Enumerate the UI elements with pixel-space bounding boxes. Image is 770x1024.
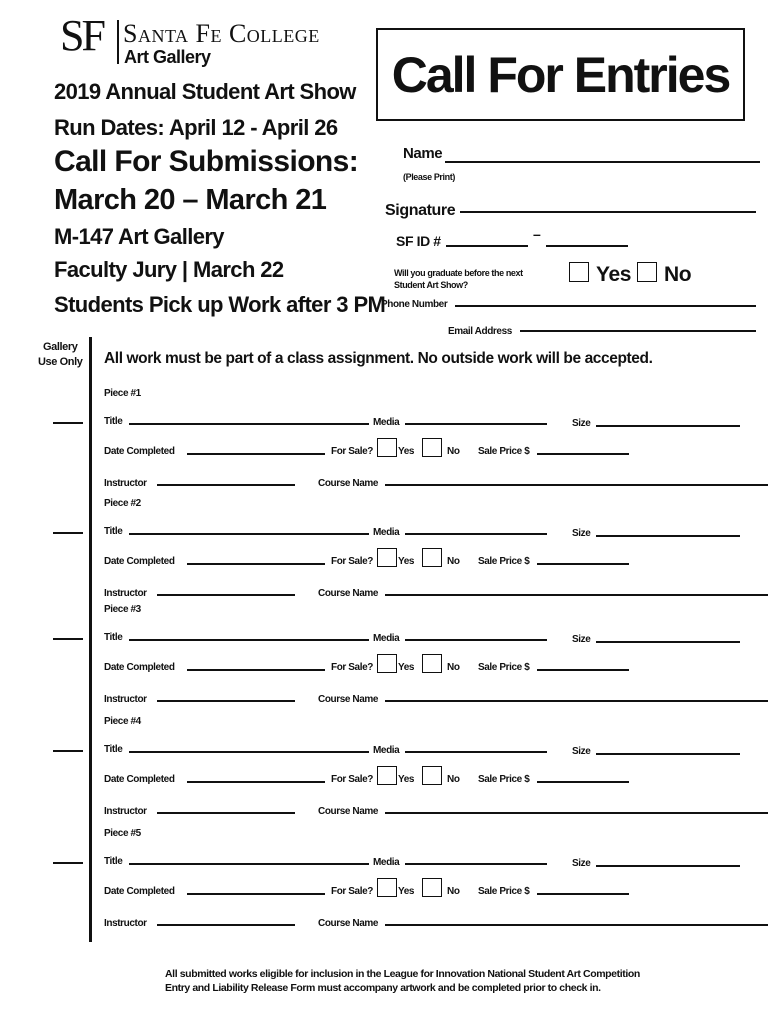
course-name-label: Course Name [318,588,379,599]
gallery-use-line[interactable] [53,862,83,864]
media-field[interactable] [405,423,547,425]
for-sale-yes-checkbox[interactable] [377,438,397,457]
sfid-label: SF ID # [396,233,441,249]
sale-price-label: Sale Price $ [478,886,530,897]
graduate-question: Will you graduate before the next Student Art Show? [394,268,523,290]
media-field[interactable] [405,639,547,641]
piece-label: Piece #4 [104,716,141,727]
size-label: Size [572,858,591,869]
gallery-use-label: Gallery Use Only [38,341,83,368]
course-name-label: Course Name [318,694,379,705]
instructor-field[interactable] [157,924,295,926]
page-title: Call For Entries [391,46,730,103]
submissions-heading: Call For Submissions: [54,145,359,178]
title-label: Title [104,856,123,867]
size-field[interactable] [596,753,740,755]
sale-price-field[interactable] [537,669,629,671]
date-completed-label: Date Completed [104,446,175,457]
date-completed-label: Date Completed [104,774,175,785]
instructor-field[interactable] [157,700,295,702]
date-completed-field[interactable] [187,453,325,455]
signature-label: Signature [385,202,456,219]
title-field[interactable] [129,863,369,865]
for-sale-label: For Sale? [331,774,373,785]
graduate-yes-checkbox[interactable] [569,262,589,282]
size-field[interactable] [596,535,740,537]
for-sale-label: For Sale? [331,446,373,457]
size-label: Size [572,634,591,645]
sale-price-label: Sale Price $ [478,774,530,785]
sale-price-field[interactable] [537,563,629,565]
size-label: Size [572,418,591,429]
course-name-label: Course Name [318,918,379,929]
gallery-use-divider [89,337,92,942]
name-field[interactable] [445,161,760,163]
sale-price-label: Sale Price $ [478,446,530,457]
run-dates: Run Dates: April 12 - April 26 [54,115,338,140]
title-label: Title [104,744,123,755]
instructor-field[interactable] [157,594,295,596]
for-sale-label: For Sale? [331,886,373,897]
for-sale-yes-checkbox[interactable] [377,766,397,785]
for-sale-yes-checkbox[interactable] [377,548,397,567]
title-label: Title [104,416,123,427]
for-sale-no-checkbox[interactable] [422,438,442,457]
course-name-field[interactable] [385,812,768,814]
signature-field[interactable] [460,211,756,213]
sfid-field-part1[interactable] [446,245,528,247]
for-sale-no-checkbox[interactable] [422,766,442,785]
footer-note: All submitted works eligible for inclusion in the League for Innovation National Student Art Competition Entry and Liability Release Form must accompany artwork and be completed prior to check in. [165,968,640,994]
date-completed-field[interactable] [187,893,325,895]
for-sale-no-label: No [447,556,460,567]
graduate-no-checkbox[interactable] [637,262,657,282]
for-sale-no-checkbox[interactable] [422,878,442,897]
instructor-label: Instructor [104,806,147,817]
title-field[interactable] [129,533,369,535]
gallery-name: Art Gallery [124,47,211,67]
sfid-dash: – [533,226,541,242]
title-label: Title [104,632,123,643]
course-name-label: Course Name [318,478,379,489]
title-label: Title [104,526,123,537]
notice-text: All work must be part of a class assignment. No outside work will be accepted. [104,350,653,367]
size-field[interactable] [596,865,740,867]
media-label: Media [373,633,400,644]
submission-dates: March 20 – March 21 [54,184,327,216]
for-sale-no-label: No [447,662,460,673]
sale-price-label: Sale Price $ [478,556,530,567]
gallery-use-line[interactable] [53,532,83,534]
for-sale-yes-label: Yes [398,886,415,897]
media-field[interactable] [405,751,547,753]
instructor-label: Instructor [104,694,147,705]
date-completed-field[interactable] [187,781,325,783]
logo-divider [117,20,119,64]
graduate-yes-label: Yes [596,263,632,286]
piece-label: Piece #5 [104,828,141,839]
media-label: Media [373,527,400,538]
piece-label: Piece #1 [104,388,141,399]
course-name-field[interactable] [385,594,768,596]
piece-label: Piece #3 [104,604,141,615]
course-name-field[interactable] [385,924,768,926]
sale-price-field[interactable] [537,781,629,783]
email-label: Email Address [448,326,512,337]
media-label: Media [373,417,400,428]
sfid-field-part2[interactable] [546,245,628,247]
for-sale-no-label: No [447,446,460,457]
pickup-info: Students Pick up Work after 3 PM [54,292,386,317]
gallery-location: M-147 Art Gallery [54,224,224,249]
instructor-label: Instructor [104,478,147,489]
college-logo-mark: SF [60,11,103,60]
for-sale-yes-checkbox[interactable] [377,654,397,673]
title-field[interactable] [129,423,369,425]
gallery-use-line[interactable] [53,638,83,640]
phone-label: Phone Number [381,299,448,310]
sale-price-field[interactable] [537,453,629,455]
for-sale-yes-label: Yes [398,662,415,673]
for-sale-label: For Sale? [331,662,373,673]
for-sale-label: For Sale? [331,556,373,567]
media-label: Media [373,745,400,756]
size-field[interactable] [596,425,740,427]
media-label: Media [373,857,400,868]
phone-field[interactable] [455,305,756,307]
media-field[interactable] [405,533,547,535]
for-sale-no-label: No [447,886,460,897]
for-sale-yes-label: Yes [398,774,415,785]
for-sale-no-label: No [447,774,460,785]
title-field[interactable] [129,639,369,641]
piece-label: Piece #2 [104,498,141,509]
title-box [376,28,745,121]
course-name-field[interactable] [385,700,768,702]
for-sale-yes-label: Yes [398,556,415,567]
for-sale-no-checkbox[interactable] [422,548,442,567]
name-label: Name [403,145,443,162]
gallery-use-line[interactable] [53,422,83,424]
date-completed-label: Date Completed [104,886,175,897]
for-sale-no-checkbox[interactable] [422,654,442,673]
course-name-field[interactable] [385,484,768,486]
graduate-no-label: No [664,263,692,286]
for-sale-yes-label: Yes [398,446,415,457]
for-sale-yes-checkbox[interactable] [377,878,397,897]
name-hint: (Please Print) [403,172,455,182]
gallery-use-line[interactable] [53,750,83,752]
sale-price-label: Sale Price $ [478,662,530,673]
instructor-field[interactable] [157,812,295,814]
instructor-label: Instructor [104,918,147,929]
size-label: Size [572,528,591,539]
size-field[interactable] [596,641,740,643]
date-completed-field[interactable] [187,669,325,671]
title-field[interactable] [129,751,369,753]
email-field[interactable] [520,330,756,332]
instructor-label: Instructor [104,588,147,599]
date-completed-field[interactable] [187,563,325,565]
jury-date: Faculty Jury | March 22 [54,257,284,282]
college-name: Santa Fe College [123,19,320,48]
date-completed-label: Date Completed [104,662,175,673]
size-label: Size [572,746,591,757]
course-name-label: Course Name [318,806,379,817]
show-title: 2019 Annual Student Art Show [54,79,356,104]
instructor-field[interactable] [157,484,295,486]
date-completed-label: Date Completed [104,556,175,567]
media-field[interactable] [405,863,547,865]
sale-price-field[interactable] [537,893,629,895]
